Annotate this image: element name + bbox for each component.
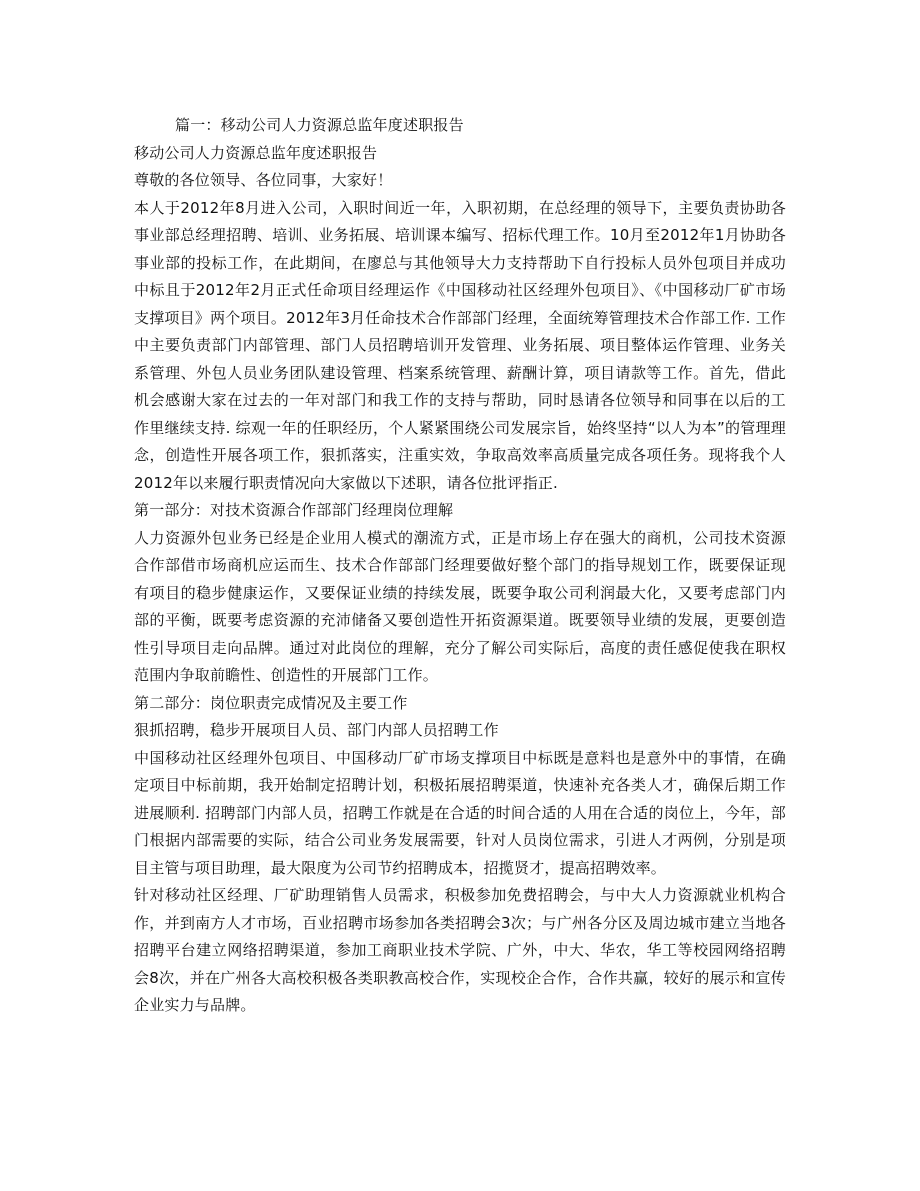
section-2-title: 第二部分：岗位职责完成情况及主要工作 — [134, 693, 408, 712]
section-1-title: 第一部分：对技术资源合作部部门经理岗位理解 — [134, 501, 454, 519]
subsection-2-paragraph: 针对移动社区经理、厂矿助理销售人员需求，积极参加免费招聘会，与中大人力资源就业机构合作，并到南方人才市场，百业招聘市场参加各类招聘会3次；与广州各分区及周边城市建立当地各招聘平台建立网络招聘渠道，参加工商职业技术学院、广外，中大、华农，华工等校园网络招聘会8次，并在广州各大高校积极各类职教高校合作，实现校企合作，合作共赢，较好的展示和宣传企业实力与品牌。 — [134, 886, 786, 1014]
greeting: 尊敬的各位领导、各位同事，大家好！ — [134, 171, 393, 189]
subsection-1-paragraph: 中国移动社区经理外包项目、中国移动厂矿市场支撑项目中标既是意料也是意外中的事情，在确定项目中标前期，我开始制定招聘计划，积极拓展招聘渠道，快速补充各类人才，确保后期工作进展顺利. 招聘部门内部人员，招聘工作就是在合适的时间合适的人用在合适的岗位上，今年，部门根据内部需要的实际，结合公司业务发展需要，针对人员岗位需求，引进人才两例，分别是项目主管与项目助理，最大限度为公司节约招聘成本，招揽贤才，提高招聘效率。 — [134, 748, 786, 877]
subsection-1-title: 狠抓招聘，稳步开展项目人员、部门内部人员招聘工作 — [134, 721, 499, 739]
document-title: 移动公司人力资源总监年度述职报告 — [134, 143, 378, 162]
intro-paragraph: 本人于2012年8月进入公司，入职时间近一年，入职初期，在总经理的领导下，主要负责协助各事业部总经理招聘、培训、业务拓展、培训课本编写、招标代理工作。10月至2012年1月协助各事业部的投标工作，在此期间，在廖总与其他领导大力支持帮助下自行投标人员外包项目并成功中标且于2012年2月正式任命项目经理运作《中国移动社区经理外包项目》、《中国移动厂矿市场支撑项目》两个项目。2012年3月任命技术合作部部门经理，全面统筹管理技术合作部工作. 工作中主要负责部门内部管理、部门人员招聘培训开发管理、业务拓展、项目整体运作管理、业务关系管理、外包人员业务团队建设管理、档案系统管理、薪酬计算，项目请款等工作。首先，借此机会感谢大家在过去的一年对部门和我工作的支持与帮助，同时恳请各位领导和同事在以后的工作里继续支持. 综观一年的任职经历，个人紧紧围绕公司发展宗旨，始终坚持“以人为本”的管理理念，创造性开展各项工作，狠抓落实，注重实效，争取高效率高质量完成各项任务。现将我个人2012年以来履行职责情况向大家做以下述职，请各位批评指正. — [134, 198, 786, 492]
document-body — [134, 112, 786, 1020]
document-heading: 篇一：移动公司人力资源总监年度述职报告 — [175, 116, 464, 134]
section-1-paragraph: 人力资源外包业务已经是企业用人模式的潮流方式，正是市场上存在强大的商机，公司技术资源合作部借市场商机应运而生、技术合作部部门经理要做好整个部门的指导规划工作，既要保证现有项目的稳步健康运作，又要保证业绩的持续发展，既要争取公司利润最大化，又要考虑部门内部的平衡，既要考虑资源的充沛储备又要创造性开拓资源渠道。既要领导业绩的发展，更要创造性引导项目走向品牌。通过对此岗位的理解，充分了解公司实际后，高度的责任感促使我在职权范围内争取前瞻性、创造性的开展部门工作。 — [134, 528, 786, 684]
